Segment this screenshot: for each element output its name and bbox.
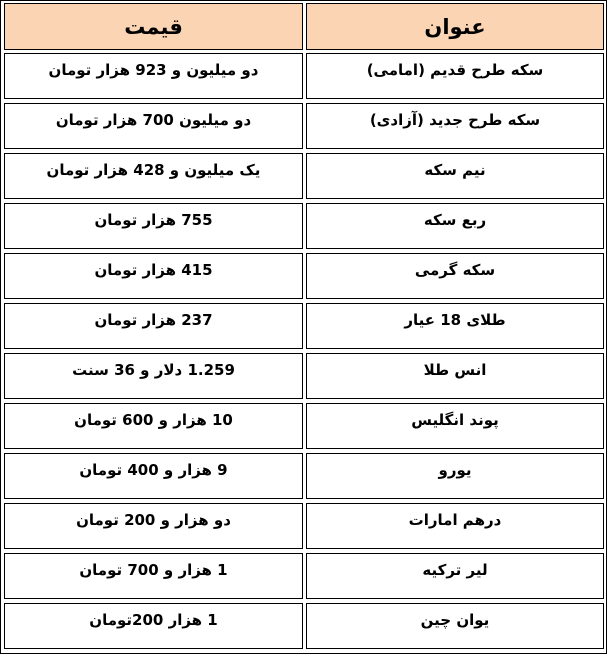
- price-cell: 415 هزار تومان: [4, 253, 303, 299]
- title-cell: انس طلا: [306, 353, 604, 399]
- price-cell: دو هزار و 200 تومان: [4, 503, 303, 549]
- title-cell: لیر ترکیه: [306, 553, 604, 599]
- title-cell: یورو: [306, 453, 604, 499]
- header-price: قیمت: [4, 3, 303, 50]
- price-cell: یک میلیون و 428 هزار تومان: [4, 153, 303, 199]
- price-cell: 1 هزار 200تومان: [4, 603, 303, 649]
- price-cell: 9 هزار و 400 تومان: [4, 453, 303, 499]
- title-cell: طلای 18 عیار: [306, 303, 604, 349]
- title-cell: سکه طرح جدید (آزادی): [306, 103, 604, 149]
- title-cell: سکه طرح قدیم (امامی): [306, 53, 604, 99]
- title-cell: درهم امارات: [306, 503, 604, 549]
- price-cell: 755 هزار تومان: [4, 203, 303, 249]
- price-cell: 1.259 دلار و 36 سنت: [4, 353, 303, 399]
- header-title: عنوان: [306, 3, 604, 50]
- price-cell: 10 هزار و 600 تومان: [4, 403, 303, 449]
- title-cell: سکه گرمی: [306, 253, 604, 299]
- price-cell: 237 هزار تومان: [4, 303, 303, 349]
- title-cell: یوان چین: [306, 603, 604, 649]
- price-cell: دو میلیون 700 هزار تومان: [4, 103, 303, 149]
- title-cell: پوند انگلیس: [306, 403, 604, 449]
- price-cell: دو میلیون و 923 هزار تومان: [4, 53, 303, 99]
- title-cell: ربع سکه: [306, 203, 604, 249]
- price-cell: 1 هزار و 700 تومان: [4, 553, 303, 599]
- title-cell: نیم سکه: [306, 153, 604, 199]
